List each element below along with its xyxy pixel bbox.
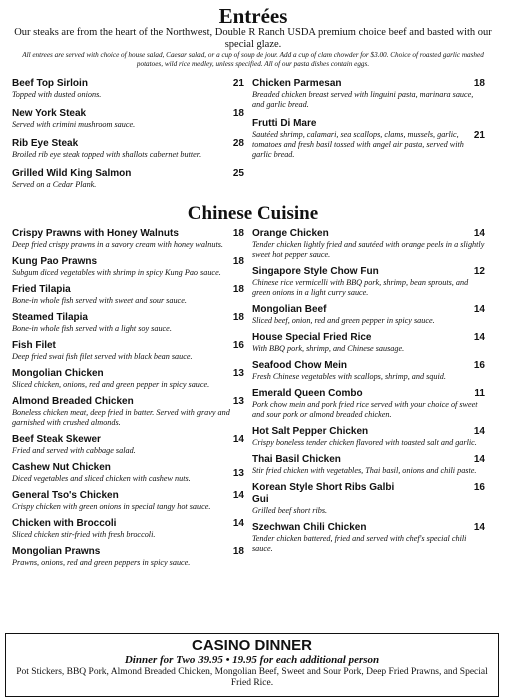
item-description: Breaded chicken breast served with linguini pasta, marinara sauce, and garlic bread. <box>252 90 474 109</box>
item-name: Mongolian Beef <box>252 304 327 315</box>
item-description: Pork chow mein and pork fried rice served with your choice of sweet and sour pork or almond breaded chicken. <box>252 400 478 419</box>
item-price: 16 <box>232 340 244 351</box>
menu-item <box>252 454 485 476</box>
item-description: Deep fried crispy prawns in a savory cream with honey walnuts. <box>12 240 223 249</box>
item-description: Fresh Chinese vegetables with scallops, shrimp, and squid. <box>252 372 446 381</box>
item-name: Beef Steak Skewer <box>12 434 101 445</box>
item-description: Deep fried swai fish filet served with black bean sauce. <box>12 352 193 361</box>
item-name: Steamed Tilapia <box>12 312 88 323</box>
item-description: Fried and served with cabbage salad. <box>12 446 136 455</box>
item-price: 14 <box>473 332 485 343</box>
menu-item <box>252 332 485 354</box>
menu-item <box>12 490 244 512</box>
item-price: 14 <box>473 426 485 437</box>
item-name: Seafood Chow Mein <box>252 360 347 371</box>
item-description: Chinese rice vermicelli with BBQ pork, shrimp, bean sprouts, and green onions in a light curry sauce. <box>252 278 469 297</box>
item-name: House Special Fried Rice <box>252 332 372 343</box>
menu-item <box>252 482 485 516</box>
item-description: Diced vegetables and sliced chicken with cashew nuts. <box>12 474 191 483</box>
item-name: Thai Basil Chicken <box>252 454 341 465</box>
item-description: Grilled beef short ribs. <box>252 506 328 515</box>
chinese-cuisine-title: Chinese Cuisine <box>187 203 319 224</box>
item-description: Bone-in whole fish served with sweet and sour sauce. <box>12 296 187 305</box>
item-price: 11 <box>474 388 485 399</box>
item-name: New York Steak <box>12 108 87 119</box>
item-description: With BBQ pork, shrimp, and Chinese sausage. <box>252 344 405 353</box>
item-name: Hot Salt Pepper Chicken <box>252 426 369 437</box>
menu-item <box>12 434 244 456</box>
item-description: Sliced chicken, onions, red and green pepper in spicy sauce. <box>12 380 210 389</box>
menu-item <box>252 360 485 382</box>
menu-item <box>252 388 485 420</box>
menu-item <box>252 522 485 554</box>
item-description: Crispy chicken with green onions in special tangy hot sauce. <box>12 502 211 511</box>
item-price: 18 <box>232 284 244 295</box>
item-name: Korean Style Short Ribs Galbi Gui <box>252 482 395 505</box>
item-description: Tender chicken lightly fried and sautéed with orange peels in a slightly sweet hot pepper sauce. <box>252 240 485 259</box>
item-price: 13 <box>232 368 244 379</box>
menu-item <box>12 108 244 130</box>
item-name: Kung Pao Prawns <box>12 256 98 267</box>
menu-item <box>12 256 244 278</box>
entrees-intro: Our steaks are from the heart of the Northwest, Double R Ranch USDA premium choice beef and basted with our special glaze. <box>14 27 492 50</box>
item-price: 13 <box>232 468 244 479</box>
casino-dinner-box <box>5 633 499 697</box>
item-description: Crispy boneless tender chicken flavored with toasted salt and garlic. <box>252 438 477 447</box>
casino-dinner-price: Dinner for Two 39.95 • 19.95 for each additional person <box>124 654 380 666</box>
item-name: Beef Top Sirloin <box>12 78 88 89</box>
menu-item <box>252 118 485 160</box>
item-name: Grilled Wild King Salmon <box>12 168 132 179</box>
item-price: 14 <box>473 228 485 239</box>
item-price: 18 <box>473 78 485 89</box>
entrees-right-column <box>252 78 485 160</box>
item-description: Prawns, onions, red and green peppers in spicy sauce. <box>12 558 191 567</box>
item-description: Boneless chicken meat, deep fried in batter. Served with gravy and garnished with crushed almonds. <box>12 408 230 427</box>
item-name: Fish Filet <box>12 340 56 351</box>
menu-item <box>252 426 485 448</box>
entrees-title: Entrées <box>218 4 288 28</box>
menu-item <box>252 266 485 298</box>
item-description: Broiled rib eye steak topped with shallots cabernet butter. <box>12 150 202 159</box>
chinese-right-column <box>252 228 485 554</box>
item-name: Emerald Queen Combo <box>252 388 363 399</box>
item-price: 16 <box>473 482 485 493</box>
item-price: 21 <box>232 78 244 89</box>
menu-item <box>12 168 244 190</box>
item-price: 18 <box>232 312 244 323</box>
item-price: 14 <box>232 490 244 501</box>
item-description: Tender chicken battered, fried and served with chef's special chili sauce. <box>252 534 467 553</box>
item-price: 14 <box>232 518 244 529</box>
item-price: 14 <box>232 434 244 445</box>
menu-item <box>12 518 244 540</box>
menu-item <box>12 546 244 568</box>
item-description: Sliced chicken stir-fried with fresh broccoli. <box>12 530 156 539</box>
item-name: Almond Breaded Chicken <box>12 396 134 407</box>
menu-item <box>12 78 244 100</box>
item-price: 25 <box>232 168 244 179</box>
entrees-fine-print: All entrees are served with choice of house salad, Caesar salad, or a cup of soup de jour. Add a cup of clam chowder for $3.00. Choice of roasted garlic mashed potatoes, wild rice medley, unless specified. All of our pasta dishes contain eggs. <box>22 51 484 68</box>
menu-item <box>12 340 244 362</box>
menu-item <box>12 312 244 334</box>
menu-item <box>252 228 485 260</box>
casino-dinner-description: Pot Stickers, BBQ Pork, Almond Breaded Chicken, Mongolian Beef, Sweet and Sour Pork, Deep Fried Prawns, and Special Fried Rice. <box>16 667 488 688</box>
menu-item <box>252 78 485 110</box>
item-price: 14 <box>473 454 485 465</box>
menu-item <box>12 368 244 390</box>
item-price: 18 <box>232 256 244 267</box>
item-name: Singapore Style Chow Fun <box>252 266 379 277</box>
menu-item <box>12 462 244 484</box>
item-description: Served on a Cedar Plank. <box>12 180 97 189</box>
item-name: Orange Chicken <box>252 228 329 239</box>
item-name: General Tso's Chicken <box>12 490 119 501</box>
item-name: Crispy Prawns with Honey Walnuts <box>12 228 179 239</box>
item-name: Mongolian Prawns <box>12 546 101 557</box>
item-description: Sautéed shrimp, calamari, sea scallops, clams, mussels, garlic, tomatoes and fresh basil tossed with angel air pasta, served with garlic bread. <box>252 130 464 159</box>
item-price: 14 <box>473 522 485 533</box>
item-price: 12 <box>473 266 485 277</box>
item-name: Frutti Di Mare <box>252 118 317 129</box>
item-price: 13 <box>232 396 244 407</box>
menu-item <box>12 284 244 306</box>
item-description: Sliced beef, onion, red and green pepper in spicy sauce. <box>252 316 435 325</box>
item-price: 21 <box>473 130 485 141</box>
menu-item <box>12 396 244 428</box>
item-name: Fried Tilapia <box>12 284 71 295</box>
item-price: 18 <box>232 228 244 239</box>
item-price: 18 <box>232 108 244 119</box>
item-price: 16 <box>473 360 485 371</box>
item-description: Stir fried chicken with vegetables, Thai basil, onions and chili paste. <box>252 466 477 475</box>
item-description: Subgum diced vegetables with shrimp in spicy Kung Pao sauce. <box>12 268 221 277</box>
item-price: 14 <box>473 304 485 315</box>
item-name: Rib Eye Steak <box>12 138 79 149</box>
item-price: 28 <box>232 138 244 149</box>
item-description: Served with crimini mushroom sauce. <box>12 120 136 129</box>
item-name: Chicken with Broccoli <box>12 518 117 529</box>
casino-dinner-title: CASINO DINNER <box>191 637 312 654</box>
menu-item <box>12 228 244 250</box>
item-price: 18 <box>232 546 244 557</box>
item-description: Bone-in whole fish served with a light soy sauce. <box>12 324 172 333</box>
item-name: Szechwan Chili Chicken <box>252 522 367 533</box>
menu-item <box>252 304 485 326</box>
item-name: Chicken Parmesan <box>252 78 342 89</box>
item-description: Topped with dusted onions. <box>12 90 102 99</box>
chinese-left-column <box>12 228 244 568</box>
item-name: Mongolian Chicken <box>12 368 104 379</box>
item-name: Cashew Nut Chicken <box>12 462 111 473</box>
entrees-left-column <box>12 78 244 190</box>
menu-item <box>12 138 244 160</box>
